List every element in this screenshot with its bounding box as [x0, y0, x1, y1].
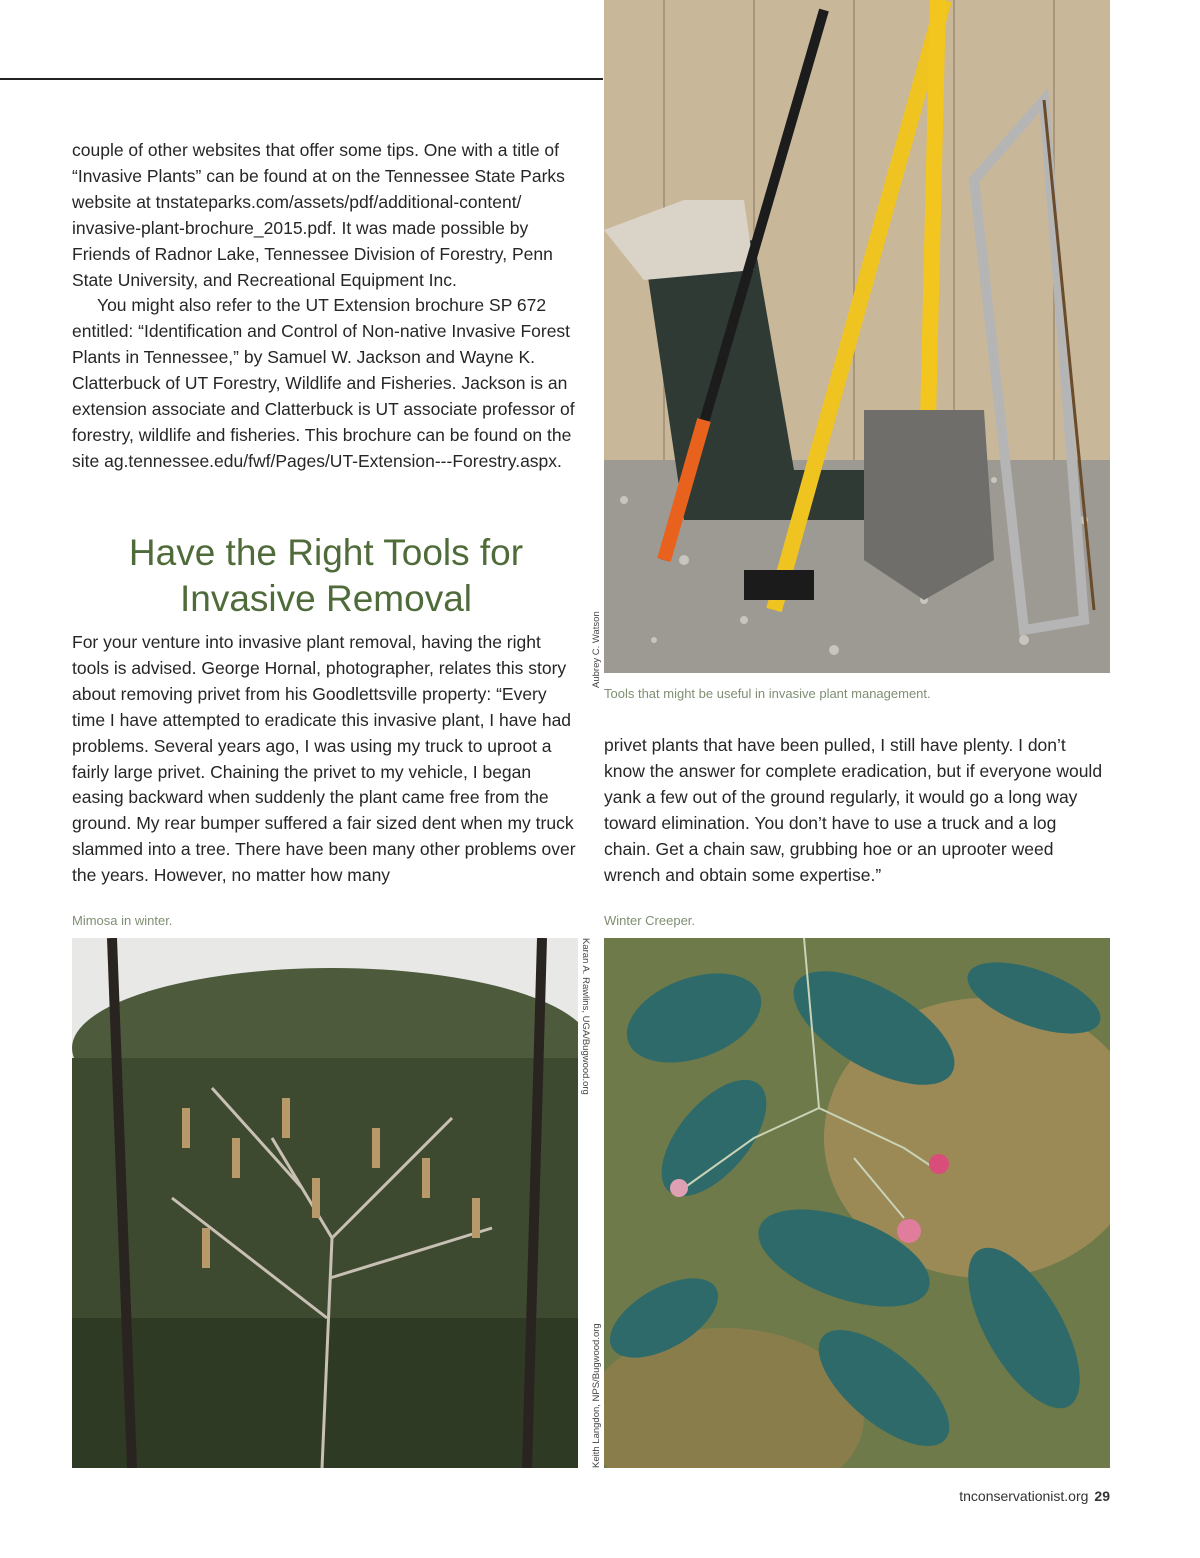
tools-photo-credit: Aubrey C. Watson [591, 611, 602, 688]
header-rule [0, 78, 603, 80]
page-number: 29 [1094, 1488, 1110, 1504]
creeper-photo [604, 938, 1110, 1468]
paragraph: privet plants that have been pulled, I still have plenty. I don’t know the answer for complete eradication, but if everyone would yank a few out of the ground regularly, it would go a long way toward elimination. You don’t have to use a truck and a log chain. Get a chain saw, grubbing hoe or an uprooter weed wrench and obtain some expertise.” [604, 735, 1103, 885]
tools-photo [604, 0, 1110, 673]
creeper-photo-caption: Winter Creeper. [604, 913, 696, 928]
mimosa-photo-caption: Mimosa in winter. [72, 913, 173, 928]
creeper-photo-credit: Keith Langdon, NPS/Bugwood.org [591, 1323, 602, 1468]
tools-photo-caption: Tools that might be useful in invasive plant management. [604, 686, 931, 701]
page-footer [959, 1488, 1110, 1504]
column-left-top [72, 138, 582, 475]
paragraph: For your venture into invasive plant removal, having the right tools is advised. George Hornal, photographer, relates this story about removing privet from his Goodlettsville property: “Every time I have attempted to eradicate this invasive plant, I have had problems. Several years ago, I was using my truck to uproot a fairly large privet. Chaining the privet to my vehicle, I began easing backward when suddenly the plant came free from the ground. My rear bumper suffered a fair sized dent when my truck slammed into a tree. There have been many other problems over the years. However, no matter how many [72, 632, 576, 886]
footer-site: tnconservationist.org [959, 1488, 1089, 1504]
paragraph: couple of other websites that offer some tips. One with a title of “Invasive Plants” can be found at on the Tennessee State Parks website at tnstateparks.com/assets/pdf/additional-content/ invasive-plant-brochure_2015.pdf. It was made possible by Friends of Radnor Lake, Tennessee Division of Forestry, Penn State University, and Recreational Equipment Inc. [72, 140, 565, 290]
section-headline: Have the Right Tools for Invasive Removal [128, 532, 524, 619]
column-left-bottom [72, 630, 582, 889]
column-right [604, 733, 1104, 888]
paragraph: You might also refer to the UT Extension brochure SP 672 entitled: “Identification and Control of Non-native Invasive Forest Plants in Tennessee,” by Samuel W. Jackson and Wayne K. Clatterbuck of UT Forestry, Wildlife and Fisheries. Jackson is an extension associate and Clatterbuck is UT associate professor of forestry, wildlife and fisheries. This brochure can be found on the site ag.tennessee.edu/fwf/Pages/UT-Extension---Forestry.aspx. [72, 295, 575, 471]
mimosa-photo [72, 938, 578, 1468]
mimosa-photo-credit: Karan A. Rawlins, UGA/Bugwood.org [580, 938, 591, 1095]
